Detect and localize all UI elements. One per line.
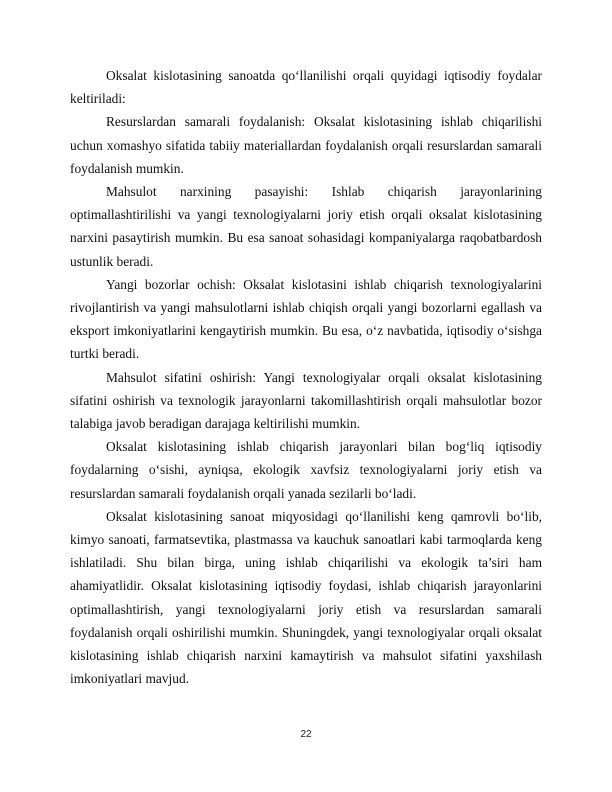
paragraph-intro: Oksalat kislotasining sanoatda qo‘llanilishi orqali quyidagi iqtisodiy foydalar keltiriladi:: [70, 68, 542, 107]
page-number: 22: [300, 729, 312, 740]
paragraph-price-reduction: Mahsulot narxining pasayishi: Ishlab chiqarish jarayonlarining optimallashtirilishi va yangi texnologiyalarni joriy etish orqali oksalat kislotasining narxini pasaytirish mumkin. Bu esa sanoat sohasidagi kompaniyalarga raqobatbardosh ustunlik beradi.: [70, 184, 542, 269]
paragraph-quality-improvement: Mahsulot sifatini oshirish: Yangi texnologiyalar orqali oksalat kislotasining sifatini oshirish va texnologik jarayonlarni takomillashtirish orqali mahsulotlar bozor talabiga javob beradigan darajaga keltirilishi mumkin.: [70, 369, 542, 432]
paragraph-industrial-summary: Oksalat kislotasining sanoat miqyosidagi qo‘llanilishi keng qamrovli bo‘lib, kimyo sanoati, farmatsevtika, plastmassa va kauchuk sanoatlari kabi tarmoqlarda keng ishlatiladi. Shu bilan birga, uning ishlab chiqarilishi va ekologik ta’siri ham ahamiyatlidir. Oksalat kislotasining iqtisodiy foydasi, ishlab chiqarish jarayonlarini optimallashtirish, yangi texnologiyalarni joriy etish va resurslardan samarali foydalanish orqali oshirilishi mumkin. Shuningdek, yangi texnologiyalar orqali oksalat kislotasining ishlab chiqarish narxini kamaytirish va mahsulot sifatini yaxshilash imkoniyatlari mavjud.: [70, 508, 542, 687]
paragraph-economic-growth: Oksalat kislotasining ishlab chiqarish jarayonlari bilan bog‘liq iqtisodiy foydalarning o‘sishi, ayniqsa, ekologik xavfsiz texnologiyalarni joriy etish va resurslardan samarali foydalanish orqali yanada sezilarli bo‘ladi.: [70, 439, 542, 501]
paragraph-resource-efficiency: Resurslardan samarali foydalanish: Oksalat kislotasining ishlab chiqarilishi uchun xomashyo sifatida tabiiy materiallardan foydalanish orqali resurslardan samarali foydalanish mumkin.: [70, 114, 542, 176]
paragraph-new-markets: Yangi bozorlar ochish: Oksalat kislotasini ishlab chiqarish texnologiyalarini rivojlantirish va yangi mahsulotlarni ishlab chiqish orqali yangi bozorlarni egallash va eksport imkoniyatlarini kengaytirish mumkin. Bu esa, o‘z navbatida, iqtisodiy o‘sishga turtki beradi.: [70, 276, 542, 362]
document-body: [70, 64, 542, 690]
